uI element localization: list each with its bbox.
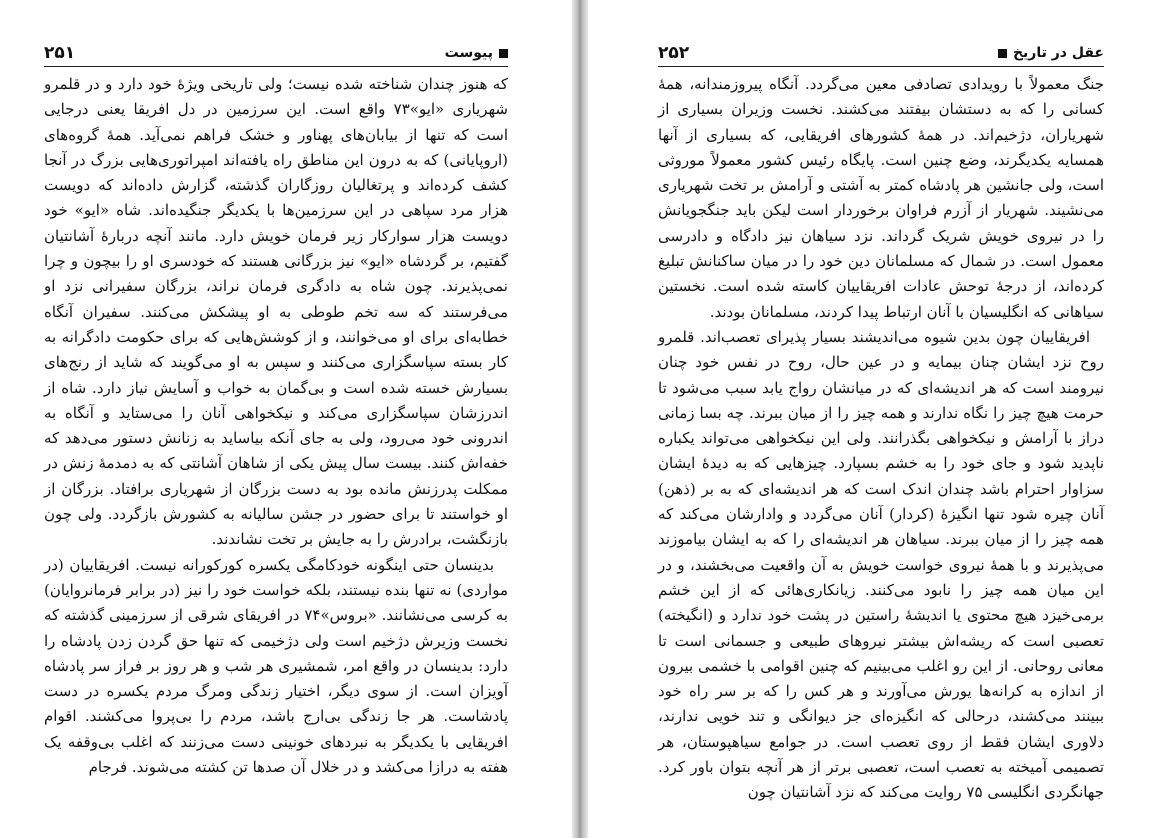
right-paragraph-2: افریقاییان چون بدین شیوه می‌اندیشند بسیار پذیرای تعصب‌اند. قلمرو روح نزد ایشان چنان بیمایه و در عین حال، روح در نفس خود چنان نیرومند است که هر اندیشه‌ای که در میانشان رواج یابد سبب می‌شود تا حرمت هیچ چیز را نگاه ندارند و همه چیز را از میان ببرند. چه بسا زمانی دراز با آرامش و نیکخواهی بگذرانند. ولی این نیکخواهی می‌تواند یکباره ناپدید شود و جای خود را به خشم بسپارد. چیزهایی که به دیدهٔ ایشان سزاوار احترام باشد چندان اندک است که هر اندیشه‌ای که به بر (ذهن) آنان چیره شود تنها انگیزهٔ (کردار) آنان می‌گردد و وادارشان می‌کند که همه چیز را از میان ببرند. سیاهان هر اندیشه‌ای را که به ایشان بیاموزند می‌پذیرند و با همهٔ نیروی خواست خویش به آن واقعیت می‌بخشند، و در این میان همه چیز را نابود می‌کنند. زیانکاری‌هائی که از این خشم برمی‌خیزد هیچ محتوی یا اندیشهٔ راستین در پشت خود ندارد و (انگیخته) تعصبی است که ریشه‌اش بیشتر نیروهای طبیعی و جسمانی است تا معانی روحانی. از این رو اغلب می‌بینیم که چنین اقوامی با خشمی بیرون از اندازه به کرانه‌ها یورش می‌آورند و هر کس را که بر سر راه خود ببینند می‌کشند، درحالی که انگیزه‌ای جز دیوانگی و تند خویی ندارند، دلاوری ایشان فقط از روی تعصب است. در جوامع سیاهپوستان، هر تصمیمی آمیخته به تعصب است، تعصبی برتر از هر آنچه بتوان باور کرد. جهانگردی انگلیسی ۷۵ روایت می‌کند که نزد آشانتیان چون xyxy=(658,327,1104,802)
left-page xyxy=(0,0,572,838)
left-page-number: ۲۵۱ xyxy=(44,43,76,63)
right-page-number: ۲۵۲ xyxy=(658,43,690,63)
right-page-header xyxy=(658,40,1104,67)
square-bullet-icon xyxy=(499,49,508,58)
right-body-text xyxy=(658,72,1104,806)
book-gutter xyxy=(572,0,588,838)
right-running-title xyxy=(998,45,1104,61)
left-paragraph-1: که هنوز چندان شناخته شده نیست؛ ولی تاریخی ویژهٔ خود دارد و در قلمرو شهریاری «ایو»۷۳ واقع است. این سرزمین در دل افریقا یعنی درجایی است که تنها از بیابان‌های پهناور و خشک فراهم نمی‌آید. همهٔ گروه‌های (اروپایانی) که به درون این مناطق راه یافته‌اند امپراتوری‌هایی بزرگ در آنجا کشف کرده‌اند و پرتغالیان روزگاران گذشته، گزارش داده‌اند که دویست هزار مرد سپاهی در این سرزمین‌ها با یکدیگر جنگیده‌اند. شاه «ایو» خود دویست هزار سوارکار زیر فرمان خویش دارد. مانند آنچه دربارهٔ آشانتیان گفتیم، بر گردشاه «ایو» نیز بزرگانی هستند که خودسری او را بیچون و چرا نمی‌پذیرند. چون شاه به دادگری فرمان نراند، بزرگان سفیرانی نزد او می‌فرستند که سه تخم طوطی به او پیشکش می‌کنند. سفیران آنگاه خطابه‌ای برای او می‌خوانند، و از کوشش‌هایی که برای حکومت دادگرانه به کار بسته سپاسگزاری می‌کنند و سپس به او می‌گویند که شاید از رنج‌های بسیارش خسته شده است و بی‌گمان به خواب و آسایش نیاز دارد. شاه از اندرزشان سپاسگزاری می‌کند و نیکخواهی آنان را می‌ستاید و آنگاه به اندرونی خود می‌رود، ولی به جای آنکه بیاساید به زنانش دستور می‌دهد که خفه‌اش کنند. بیست سال پیش یکی از شاهان آشانتی که به دمدمهٔ زنش در ممکلت پدرزنش مانده بود به دست بزرگان از شهریاری برافتاد. بزرگان از او خواستند تا برای حضور در جشن سالیانه به کشورش بازگردد. ولی چون بازنگشت، برادرش را به جایش بر تخت نشاندند. xyxy=(44,75,508,549)
left-paragraph-2: بدینسان حتی اینگونه خودکامگی یکسره کورکورانه نیست. افریقاییان (در مواردی) نه تنها بنده نیستند، بلکه خواست خود را نیز (در برابر فرمانروایان) به کرسی می‌نشانند. «بروس»۷۴ در افریقای شرقی از سرزمینی گذشته که نخست وزیرش دژخیم است ولی دژخیمی که تنها حق گردن زدن پادشاه را دارد: بدینسان در واقع امر، شمشیری هر شب و هر روز بر فراز سر پادشاه آویزان است. از سوی دیگر، اختیار زندگی ومرگ مردم یکسره در دست پادشاست. هر جا زندگی بی‌ارج باشد، مردم را بی‌پروا می‌کشند. اقوام افریقایی با یکدیگر به نبردهای خونینی دست می‌زنند که اغلب بی‌وقفه یک هفته به درازا می‌کشد و در خلال آن صدها تن کشته می‌شوند. فرجام xyxy=(44,555,508,777)
right-page xyxy=(588,0,1160,838)
right-running-title-text: عقل در تاریخ xyxy=(1012,45,1104,61)
right-paragraph-1: جنگ معمولاً با رویدادی تصادفی معین می‌گردد. آنگاه پیروزمندانه، همهٔ کسانی را که به دستشان بیفتند می‌کشند. نخست وزیران بسیاری از شهریاران، دژخیم‌اند. در همهٔ کشورهای افریقایی، که بسیاری از آنها همسایه یکدیگرند، وضع چنین است. پایگاه رئیس کشور معمولاً موروثی است، ولی جانشین هر پادشاه کمتر به آشتی و آرامش بر تخت شهریاری می‌نشیند. شهریار از آزرم فراوان برخوردار است لیکن باید جنگجویانش را در نیروی خویش شریک گرداند. نزد سیاهان نیز دادگاه و دادرسی معمول است. در شمال که مسلمانان دین خود را در میان ساکنانش تبلیغ کرده‌اند، از درجهٔ توحش عادات افریقاییان کاسته شده است. نخستین سیاهانی که انگلیسیان با آنان ارتباط پیدا کردند، مسلمانان بودند. xyxy=(658,75,1104,321)
left-body-text xyxy=(44,72,508,780)
square-bullet-icon xyxy=(998,49,1007,58)
left-running-title xyxy=(445,45,508,61)
left-page-header xyxy=(44,40,508,67)
left-running-title-text: پیوست xyxy=(444,45,493,61)
